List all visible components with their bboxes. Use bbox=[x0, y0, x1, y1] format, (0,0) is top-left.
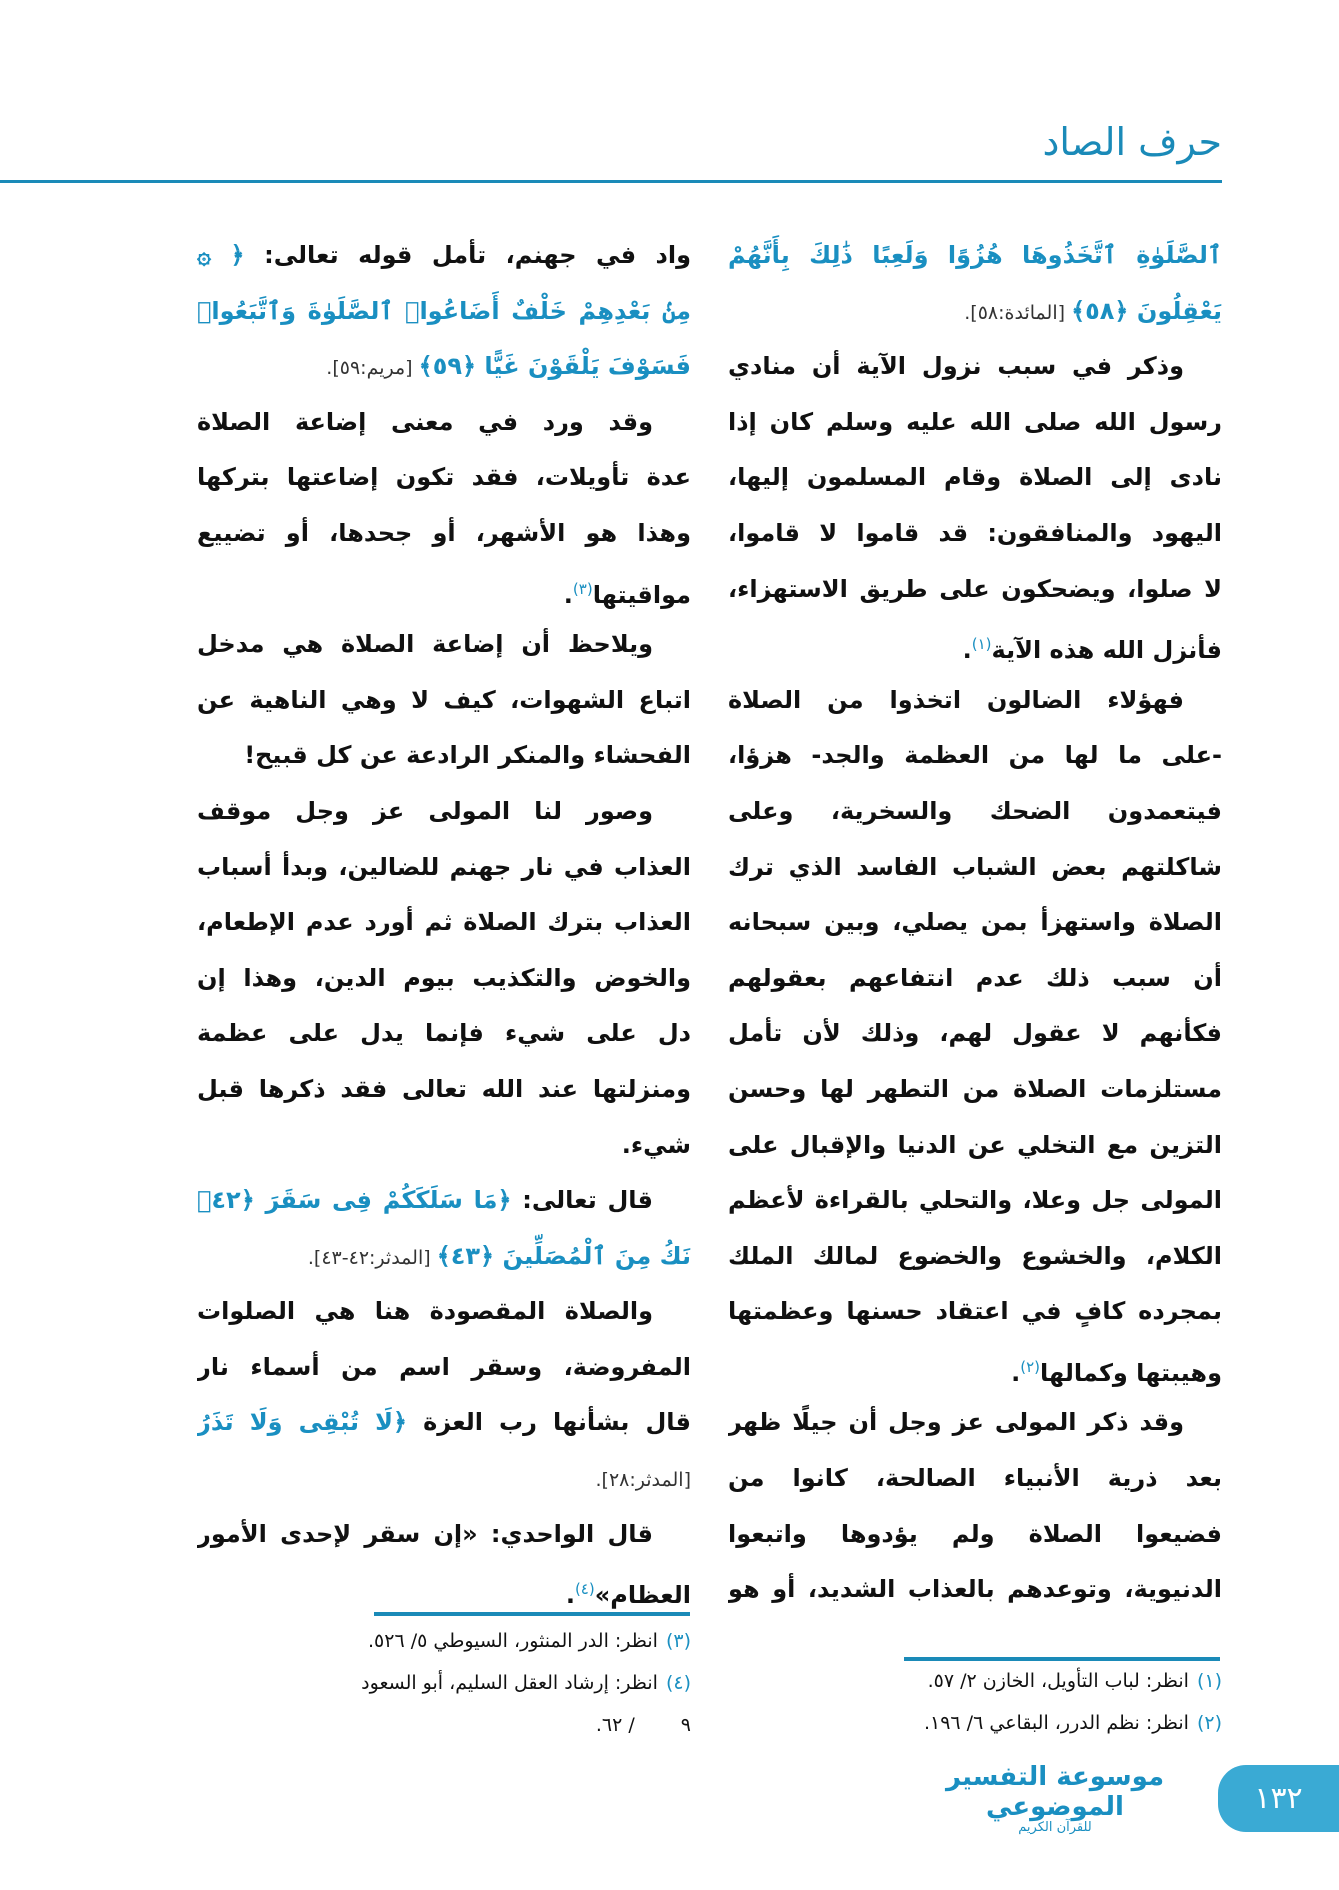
body-text: مواقيتها bbox=[592, 580, 691, 609]
footnote bbox=[197, 1620, 691, 1662]
verse-reference: [المدثر:٢٨]. bbox=[595, 1469, 691, 1492]
verse-reference: [المائدة:٥٨]. bbox=[964, 301, 1072, 324]
text-line bbox=[197, 1284, 691, 1340]
body-text: والخوض والتكذيب بيوم الدين، وهذا إن bbox=[197, 963, 691, 992]
footnote-text: انظر: الدر المنثور، السيوطي ٥/ ٥٢٦. bbox=[368, 1630, 658, 1652]
body-text: المفروضة، وسقر اسم من أسماء نار bbox=[197, 1352, 691, 1381]
quran-verse: ٱلصَّلَوٰةِ ٱتَّخَذُوهَا هُزُوًا وَلَعِبًا ذَٰلِكَ بِأَنَّهُمْ bbox=[728, 241, 1222, 269]
body-text: بمجرده كافٍ في اعتقاد حسنها وعظمتها bbox=[728, 1297, 1222, 1326]
page-number: ١٣٢ bbox=[1218, 1765, 1339, 1832]
text-line bbox=[197, 1340, 691, 1396]
text-line bbox=[728, 1562, 1222, 1618]
body-text: فضيعوا الصلاة ولم يؤدوها واتبعوا bbox=[728, 1519, 1222, 1548]
footnote-number: (١) bbox=[1196, 1670, 1222, 1692]
body-text: الفحشاء والمنكر الرادعة عن كل قبيح! bbox=[244, 741, 691, 770]
footnote-divider-left bbox=[374, 1612, 690, 1616]
left-text-column bbox=[197, 228, 691, 1618]
body-text: عدة تأويلات، فقد تكون إضاعتها بتركها bbox=[197, 463, 691, 492]
text-line bbox=[728, 228, 1222, 284]
right-text-column bbox=[728, 228, 1222, 1618]
header-divider bbox=[0, 180, 1222, 183]
text-line bbox=[197, 617, 691, 673]
text-line bbox=[728, 506, 1222, 562]
text-line bbox=[197, 506, 691, 562]
quran-verse: فَسَوْفَ يَلْقَوْنَ غَيًّا ﴿٥٩﴾ bbox=[418, 352, 691, 381]
footnote-marker: (١) bbox=[971, 635, 992, 654]
footnote-number: (٣) bbox=[665, 1630, 691, 1652]
text-line bbox=[728, 784, 1222, 840]
body-text: . bbox=[1011, 1358, 1021, 1387]
body-text: واد في جهنم، تأمل قوله تعالى: bbox=[244, 241, 691, 269]
body-text: دل على شيء فإنما يدل على عظمة bbox=[197, 1019, 691, 1048]
text-line bbox=[197, 895, 691, 951]
body-text: شيء. bbox=[621, 1130, 691, 1159]
footnote bbox=[197, 1662, 691, 1704]
quran-verse: يَعْقِلُونَ ﴿٥٨﴾ bbox=[1071, 296, 1222, 325]
body-text: الكلام، والخشوع والخضوع لمالك الملك bbox=[728, 1241, 1222, 1270]
body-text: التزين مع التخلي عن الدنيا والإقبال على bbox=[728, 1130, 1222, 1159]
body-text: فأنزل الله هذه الآية bbox=[991, 636, 1222, 665]
body-text: اليهود والمنافقون: قد قاموا لا قاموا، bbox=[728, 518, 1222, 547]
text-line bbox=[197, 951, 691, 1007]
text-line bbox=[728, 840, 1222, 896]
text-line bbox=[197, 1006, 691, 1062]
body-text: وصور لنا المولى عز وجل موقف bbox=[197, 796, 653, 825]
text-line bbox=[197, 673, 691, 729]
text-line bbox=[197, 1562, 691, 1618]
footnote-text: انظر: إرشاد العقل السليم، أبو السعود bbox=[361, 1672, 658, 1694]
body-text: قال بشأنها رب العزة bbox=[407, 1408, 691, 1437]
text-line bbox=[197, 728, 691, 784]
text-line bbox=[197, 339, 691, 395]
text-line bbox=[728, 1340, 1222, 1396]
body-text: مستلزمات الصلاة من التطهر لها وحسن bbox=[728, 1074, 1222, 1103]
body-text: . bbox=[563, 580, 573, 609]
body-text: الدنيوية، وتوعدهم بالعذاب الشديد، أو هو bbox=[728, 1575, 1222, 1604]
footnote bbox=[728, 1660, 1222, 1702]
body-text: وقد ورد في معنى إضاعة الصلاة bbox=[197, 407, 653, 436]
text-line bbox=[728, 895, 1222, 951]
text-line bbox=[728, 728, 1222, 784]
logo-subtitle: للقرآن الكريم bbox=[1018, 1820, 1092, 1835]
footnote-text: انظر: نظم الدرر، البقاعي ٦/ ١٩٦. bbox=[923, 1712, 1189, 1734]
quran-verse: نَكُ مِنَ ٱلْمُصَلِّينَ ﴿٤٣﴾ bbox=[436, 1241, 691, 1270]
body-text: المولى جل وعلا، والتحلي بالقراءة لأعظم bbox=[728, 1186, 1222, 1215]
body-text: لا صلوا، ويضحكون على طريق الاستهزاء، bbox=[728, 574, 1222, 603]
body-text: العذاب بترك الصلاة ثم أورد عدم الإطعام، bbox=[197, 908, 691, 937]
text-line bbox=[728, 1284, 1222, 1340]
text-line bbox=[197, 1395, 691, 1451]
footnote-marker: (٤) bbox=[574, 1580, 595, 1599]
text-line bbox=[728, 617, 1222, 673]
footnotes-left bbox=[197, 1620, 691, 1746]
text-line bbox=[728, 395, 1222, 451]
chapter-title: حرف الصاد bbox=[1042, 120, 1222, 164]
body-text: . bbox=[565, 1581, 575, 1610]
text-line bbox=[728, 1451, 1222, 1507]
footnote-number: (٢) bbox=[1196, 1712, 1222, 1734]
body-text: فكأنهم لا عقول لهم، وذلك لأن تأمل bbox=[728, 1019, 1222, 1048]
footnote bbox=[197, 1704, 691, 1746]
encyclopedia-logo bbox=[930, 1762, 1180, 1835]
text-line bbox=[197, 450, 691, 506]
body-text: أن سبب ذلك عدم انتفاعهم بعقولهم bbox=[728, 963, 1222, 992]
body-text: قال تعالى: bbox=[511, 1186, 653, 1215]
text-line bbox=[728, 1062, 1222, 1118]
footnote-marker: (٣) bbox=[572, 579, 593, 598]
text-line bbox=[197, 228, 691, 284]
body-text: قال الواحدي: «إن سقر لإحدى الأمور bbox=[197, 1519, 653, 1548]
body-text: بعد ذرية الأنبياء الصالحة، كانوا من bbox=[728, 1464, 1222, 1493]
body-text: فيتعمدون الضحك والسخرية، وعلى bbox=[728, 796, 1222, 825]
text-line bbox=[728, 951, 1222, 1007]
footnote-marker: (٢) bbox=[1020, 1357, 1040, 1376]
body-text: والصلاة المقصودة هنا هي الصلوات bbox=[197, 1297, 653, 1326]
body-text: فهؤلاء الضالون اتخذوا من الصلاة bbox=[728, 685, 1184, 714]
body-text: العذاب في نار جهنم للضالين، وبدأ أسباب bbox=[197, 852, 691, 881]
text-line bbox=[197, 284, 691, 340]
text-line bbox=[197, 1062, 691, 1118]
text-line bbox=[197, 1173, 691, 1229]
body-text: الصلاة واستهزأ بمن يصلي، وبين سبحانه bbox=[728, 908, 1222, 937]
text-line bbox=[197, 1451, 691, 1507]
footnote-text: انظر: لباب التأويل، الخازن ٢/ ٥٧. bbox=[927, 1670, 1189, 1692]
footnotes-right bbox=[728, 1660, 1222, 1744]
verse-reference: [مريم:٥٩]. bbox=[326, 357, 419, 380]
body-text: اتباع الشهوات، كيف لا وهي الناهية عن bbox=[197, 685, 691, 714]
body-text: ويلاحظ أن إضاعة الصلاة هي مدخل bbox=[197, 630, 653, 659]
verse-reference: [المدثر:٤٢-٤٣]. bbox=[307, 1246, 437, 1269]
text-line bbox=[197, 840, 691, 896]
text-line bbox=[728, 284, 1222, 340]
text-line bbox=[197, 562, 691, 618]
body-text: شاكلتهم بعض الشباب الفاسد الذي ترك bbox=[728, 852, 1222, 881]
body-text: -على ما لها من العظمة والجد- هزؤا، bbox=[728, 741, 1222, 770]
body-text: ومنزلتها عند الله تعالى فقد ذكرها قبل bbox=[197, 1074, 691, 1103]
text-line bbox=[728, 1173, 1222, 1229]
text-line bbox=[728, 1229, 1222, 1285]
body-text: وهيبتها وكمالها bbox=[1039, 1358, 1222, 1387]
text-line bbox=[197, 1507, 691, 1563]
body-text: وذكر في سبب نزول الآية أن منادي bbox=[728, 352, 1184, 381]
body-text: وهذا هو الأشهر، أو جحدها، أو تضييع bbox=[197, 518, 691, 547]
quran-verse: ﴿مَا سَلَكَكُمْ فِى سَقَرَ ﴿٤٢﴾ bbox=[197, 1186, 512, 1215]
text-line bbox=[197, 1229, 691, 1285]
footnote-number: (٤) bbox=[665, 1672, 691, 1694]
body-text: رسول الله صلى الله عليه وسلم كان إذا bbox=[728, 407, 1222, 436]
text-line bbox=[728, 339, 1222, 395]
text-line bbox=[197, 1118, 691, 1174]
text-line bbox=[728, 1507, 1222, 1563]
text-line bbox=[728, 1006, 1222, 1062]
footnote bbox=[728, 1702, 1222, 1744]
quran-verse: ﴿ ۞ bbox=[197, 241, 245, 269]
text-line bbox=[728, 1118, 1222, 1174]
text-line bbox=[197, 784, 691, 840]
text-line bbox=[728, 450, 1222, 506]
quran-verse: مِنۢ بَعْدِهِمْ خَلْفٌ أَضَاعُوا۟ ٱلصَّلَوٰةَ وَٱتَّبَعُوا۟ bbox=[197, 296, 691, 325]
body-text: العظام» bbox=[594, 1581, 691, 1610]
text-line bbox=[728, 673, 1222, 729]
footnote-text: ٩/ ٦٢. bbox=[595, 1714, 691, 1736]
text-line bbox=[728, 562, 1222, 618]
text-line bbox=[197, 395, 691, 451]
logo-title: موسوعة التفسير الموضوعي bbox=[945, 1762, 1165, 1822]
body-text: . bbox=[962, 636, 972, 665]
body-text: وقد ذكر المولى عز وجل أن جيلًا ظهر bbox=[728, 1408, 1184, 1437]
text-line bbox=[728, 1395, 1222, 1451]
body-text: نادى إلى الصلاة وقام المسلمون إليها، bbox=[728, 463, 1222, 492]
quran-verse: ﴿لَا تُبْقِى وَلَا تَذَرُ bbox=[197, 1408, 408, 1437]
